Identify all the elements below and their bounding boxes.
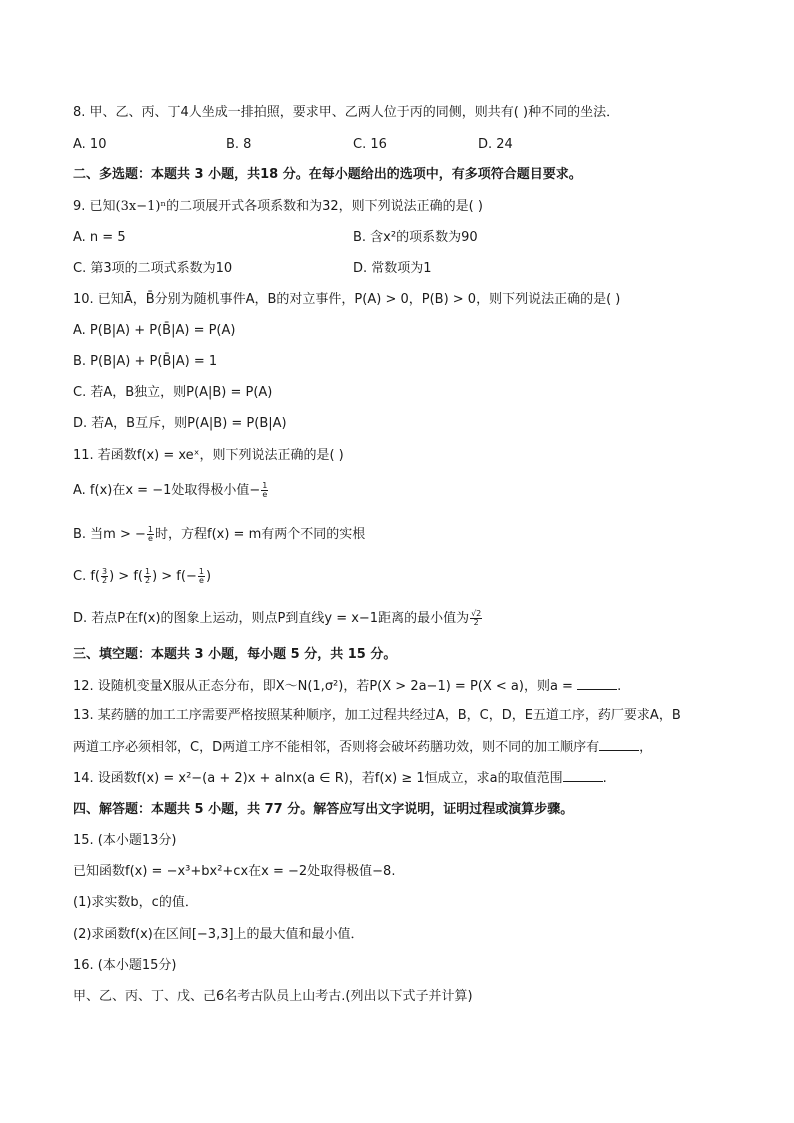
q8-option-c: C. 16 bbox=[353, 137, 387, 152]
section-4-heading: 四、解答题：本题共 5 小题，共 77 分。解答应写出文字说明，证明过程或演算步骤。 bbox=[73, 802, 574, 817]
q9-option-d: D. 常数项为1 bbox=[353, 261, 432, 276]
q11-c-fraction-1: $\frac{3}{2}$ bbox=[102, 567, 108, 585]
question-15-title: 15. (本小题13分) bbox=[73, 833, 177, 848]
q14-answer-blank[interactable] bbox=[563, 769, 603, 782]
question-16-title: 16. (本小题15分) bbox=[73, 958, 177, 973]
question-10-stem: 10. 已知Ā，B̄分别为随机事件A，B的对立事件，P(A) > 0，P(B) > 0，则下列说法正确的是( ) bbox=[73, 292, 621, 307]
q11-option-c: C. f( $\frac{3}{2}$ ) > f( $\frac{1}{2}$ ) > f(− $\frac{1}{e}$ ) bbox=[73, 567, 212, 585]
q11-option-b bbox=[73, 526, 365, 544]
q13-answer-blank[interactable] bbox=[599, 738, 639, 751]
q10-option-a: A. P(B|A) + P(B̄|A) = P(A) bbox=[73, 323, 236, 338]
q11-c-fraction-2: $\frac{1}{2}$ bbox=[144, 567, 151, 585]
q11-b-text-post: 时，方程f(x) = m有两个不同的实根 bbox=[155, 527, 366, 542]
question-15-stem: 已知函数f(x) = −x³+bx²+cx在x = −2处取得极值−8. bbox=[73, 864, 396, 879]
q11-a-text: A. f(x)在x = −1处取得极小值− bbox=[73, 483, 261, 498]
q10-option-d: D. 若A，B互斥，则P(A|B) = P(B|A) bbox=[73, 416, 287, 431]
question-13-line-1: 13. 某药膳的加工工序需要严格按照某种顺序，加工过程共经过A，B，C，D，E五道工序，药厂要求A，B bbox=[73, 708, 681, 723]
q11-b-fraction: $\frac{1}{e}$ bbox=[147, 525, 153, 543]
q8-option-a: A. 10 bbox=[73, 137, 107, 152]
q11-option-d bbox=[73, 610, 483, 628]
q11-c-fraction-3: $\frac{1}{e}$ bbox=[198, 567, 204, 585]
q9-option-b: B. 含x²的项系数为90 bbox=[353, 230, 478, 245]
question-12-stem: 12. 设随机变量X服从正态分布，即X～N(1,σ²)，若P(X > 2a−1) = P(X < a)，则a = . bbox=[73, 679, 622, 694]
question-14-stem: 14. 设函数f(x) = x²−(a + 2)x + alnx(a ∈ R)，若f(x) ≥ 1恒成立，求a的取值范围 . bbox=[73, 771, 607, 786]
q11-d-text: D. 若点P在f(x)的图象上运动，则点P到直线y = x−1距离的最小值为 bbox=[73, 611, 470, 626]
q8-option-b: B. 8 bbox=[226, 137, 252, 152]
q12-answer-blank[interactable] bbox=[577, 677, 617, 690]
q8-option-d: D. 24 bbox=[478, 137, 513, 152]
question-16-stem: 甲、乙、丙、丁、戊、己6名考古队员上山考古.(列出以下式子并计算) bbox=[73, 989, 473, 1004]
q10-option-b: B. P(B|A) + P(B̄|A) = 1 bbox=[73, 354, 218, 369]
section-2-heading: 二、多选题：本题共 3 小题，共18 分。在每小题给出的选项中，有多项符合题目要求。 bbox=[73, 167, 582, 182]
q10-option-c: C. 若A，B独立，则P(A|B) = P(A) bbox=[73, 385, 273, 400]
question-9-stem bbox=[73, 198, 483, 216]
q11-b-text-pre: B. 当m > − bbox=[73, 527, 146, 542]
question-15-part-2: (2)求函数f(x)在区间[−3,3]上的最大值和最小值． bbox=[73, 927, 364, 942]
question-11-stem: 11. 若函数f(x) = xeˣ，则下列说法正确的是( ) bbox=[73, 448, 344, 463]
q9-option-a: A. n = 5 bbox=[73, 230, 126, 245]
question-8-stem: 8. 甲、乙、丙、丁4人坐成一排拍照，要求甲、乙两人位于丙的同侧，则共有( )种不同的坐法． bbox=[73, 105, 620, 120]
q11-option-a bbox=[73, 482, 269, 500]
question-13-line-2: 两道工序必须相邻，C，D两道工序不能相邻，否则将会破坏药膳功效，则不同的加工顺序有 ， bbox=[73, 740, 653, 755]
q9-stem-b: 的二项展开式各项系数和为32，则下列说法正确的是( ) bbox=[166, 199, 483, 214]
q11-a-fraction: $\frac{1}{e}$ bbox=[262, 481, 268, 499]
q9-expression: (3x−1)ⁿ bbox=[115, 199, 167, 214]
q11-d-fraction: $\frac{√2}{2}$ bbox=[471, 609, 482, 627]
q9-option-c: C. 第3项的二项式系数为10 bbox=[73, 261, 233, 276]
section-3-heading: 三、填空题：本题共 3 小题，每小题 5 分，共 15 分。 bbox=[73, 647, 397, 662]
question-15-part-1: (1)求实数b，c的值． bbox=[73, 895, 198, 910]
q9-stem-a: 9. 已知 bbox=[73, 199, 116, 214]
